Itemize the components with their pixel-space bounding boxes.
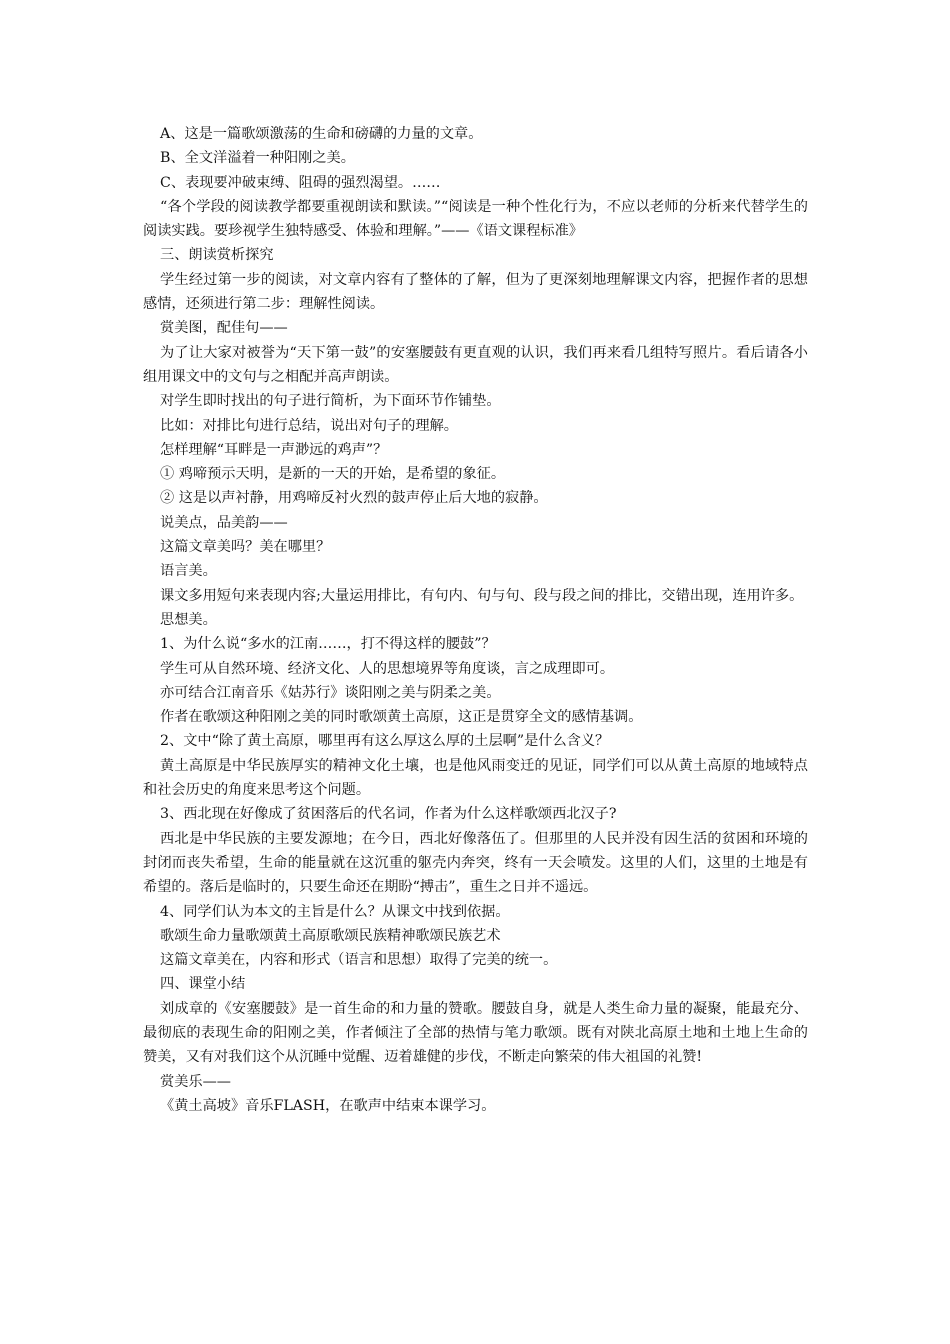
- paragraph: 怎样理解“耳畔是一声渺远的鸡声”？: [160, 441, 388, 458]
- paragraph: 歌颂生命力量歌颂黄土高原歌颂民族精神歌颂民族艺术: [160, 927, 501, 944]
- section-heading: 四、课堂小结: [160, 976, 246, 993]
- question-item: 1、为什么说“多水的江南……，打不得这样的腰鼓”？: [160, 636, 496, 653]
- question-item: 4、同学们认为本文的主旨是什么？从课文中找到依据。: [160, 903, 510, 920]
- paragraph: 亦可结合江南音乐《姑苏行》谈阳刚之美与阴柔之美。: [160, 684, 501, 701]
- paragraph: 比如：对排比句进行总结，说出对句子的理解。: [160, 417, 458, 434]
- paragraph: 为了让大家对被誉为“天下第一鼓”的安塞腰鼓有更直观的认识，我们再来看几组特写照片。看后请各小组用课文中的文句与之相配并高声朗读。: [143, 344, 808, 385]
- paragraph: A、这是一篇歌颂激荡的生命和磅礴的力量的文章。: [160, 126, 483, 142]
- paragraph: 思想美。: [160, 611, 217, 628]
- paragraph: 刘成章的《安塞腰鼓》是一首生命的和力量的赞歌。腰鼓自身，就是人类生命力量的凝聚，能最充分、最彻底的表现生命的阳刚之美，作者倾注了全部的热情与笔力歌颂。既有对陕北高原土地和土地上生命的赞美，又有对我们这个从沉睡中觉醒、迈着雄健的步伐，不断走向繁荣的伟大祖国的礼赞!: [143, 1000, 808, 1066]
- document-page: [143, 122, 808, 1118]
- question-item: 2、文中“除了黄土高原，哪里再有这么厚这么厚的土层啊”是什么含义？: [160, 733, 610, 750]
- paragraph: 这篇文章美吗？美在哪里？: [160, 539, 331, 556]
- subheading: 赏美图，配佳句——: [160, 320, 288, 337]
- paragraph: 学生可从自然环境、经济文化、人的思想境界等角度谈，言之成理即可。: [160, 660, 615, 677]
- paragraph: 作者在歌颂这种阳刚之美的同时歌颂黄土高原，这正是贯穿全文的感情基调。: [160, 709, 643, 726]
- paragraph: B、全文洋溢着一种阳刚之美。: [160, 150, 355, 167]
- list-item: ① 鸡啼预示天明，是新的一天的开始，是希望的象征。: [160, 466, 506, 483]
- paragraph: 学生经过第一步的阅读，对文章内容有了整体的了解，但为了更深刻地理解课文内容，把握作者的思想感情，还须进行第二步：理解性阅读。: [143, 271, 808, 313]
- list-item: ② 这是以声衬静，用鸡啼反衬火烈的鼓声停止后大地的寂静。: [160, 490, 548, 507]
- paragraph: 《黄土高坡》音乐FLASH，在歌声中结束本课学习。: [160, 1097, 496, 1114]
- paragraph: 语言美。: [160, 563, 217, 580]
- paragraph: 黄土高原是中华民族厚实的精神文化土壤，也是他风雨变迁的见证，同学们可以从黄土高原的地域特点和社会历史的角度来思考这个问题。: [143, 757, 808, 799]
- paragraph: 西北是中华民族的主要发源地；在今日，西北好像落伍了。但那里的人民并没有因生活的贫困和环境的封闭而丧失希望，生命的能量就在这沉重的躯壳内奔突，终有一天会喷发。这里的人们，这里的土地是有希望的。落后是临时的，只要生命还在期盼“搏击”，重生之日并不遥远。: [143, 830, 808, 896]
- question-item: 3、西北现在好像成了贫困落后的代名词，作者为什么这样歌颂西北汉子?: [160, 806, 617, 823]
- subheading: 赏美乐——: [160, 1073, 231, 1090]
- paragraph: 对学生即时找出的句子进行简析，为下面环节作铺垫。: [160, 393, 501, 410]
- section-heading: 三、朗读赏析探究: [160, 247, 274, 264]
- paragraph: C、表现要冲破束缚、阻碍的强烈渴望。……: [160, 174, 441, 191]
- paragraph: 课文多用短句来表现内容;大量运用排比，有句内、句与句、段与段之间的排比，交错出现，连用许多。: [160, 587, 804, 604]
- subheading: 说美点，品美韵——: [160, 514, 288, 531]
- quote-paragraph: “各个学段的阅读教学都要重视朗读和默读。”“阅读是一种个性化行为，不应以老师的分析来代替学生的阅读实践。要珍视学生独特感受、体验和理解。”——《语文课程标准》: [143, 198, 808, 240]
- paragraph: 这篇文章美在，内容和形式（语言和思想）取得了完美的统一。: [160, 952, 558, 969]
